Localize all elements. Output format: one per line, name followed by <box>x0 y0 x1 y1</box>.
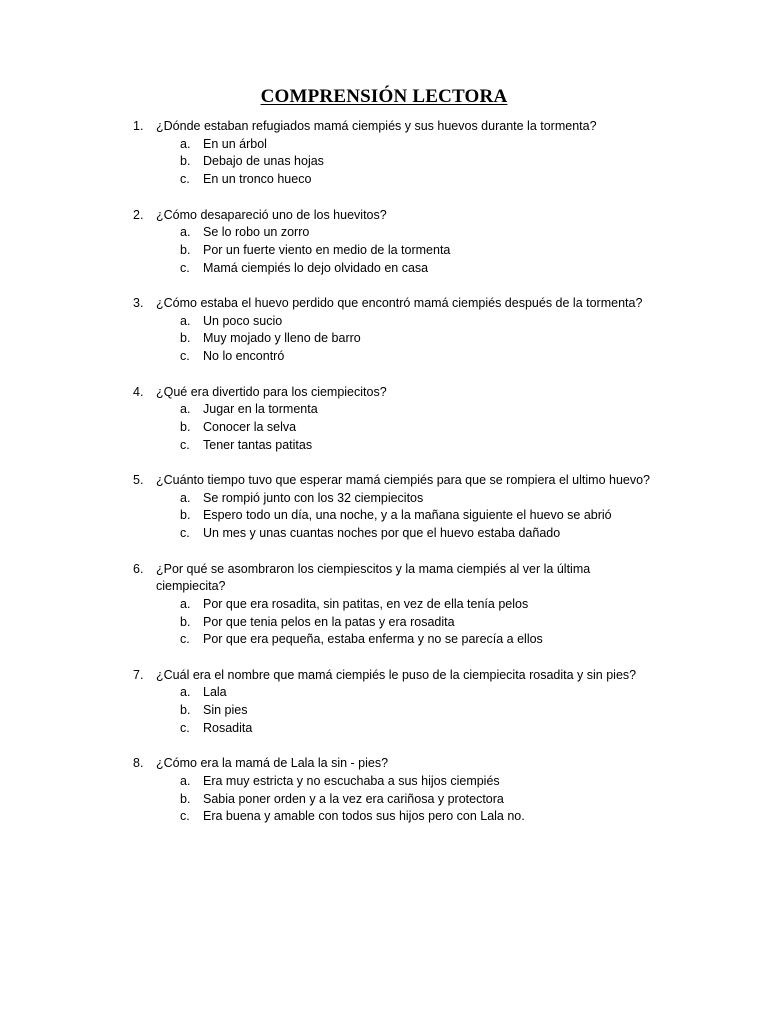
answer-option <box>0 791 768 809</box>
answer-option <box>0 684 768 702</box>
question-line <box>0 118 768 136</box>
option-letter: b. <box>180 242 191 257</box>
option-text: Por que era rosadita, sin patitas, en vez de ella tenía pelos <box>203 596 529 611</box>
option-text: Lala <box>203 685 227 700</box>
option-text: En un tronco hueco <box>203 172 312 187</box>
answer-option <box>0 171 768 189</box>
answer-option <box>0 808 768 826</box>
question-item <box>0 118 768 189</box>
option-text: Un mes y unas cuantas noches por que el huevo estaba dañado <box>203 526 561 541</box>
question-line <box>0 561 768 596</box>
answer-options <box>0 773 768 826</box>
question-item <box>0 384 768 455</box>
page-title: COMPRENSIÓN LECTORA <box>260 86 508 107</box>
option-text: Sin pies <box>203 703 248 718</box>
option-letter: a. <box>180 313 191 328</box>
answer-option <box>0 330 768 348</box>
option-letter: a. <box>180 685 191 700</box>
question-line <box>0 667 768 685</box>
question-text: ¿Cuál era el nombre que mamá ciempiés le puso de la ciempiecita rosadita y sin pies? <box>156 667 637 682</box>
option-letter: c. <box>180 632 190 647</box>
answer-options <box>0 224 768 277</box>
option-text: Mamá ciempiés lo dejo olvidado en casa <box>203 260 429 275</box>
answer-option <box>0 242 768 260</box>
option-letter: b. <box>180 703 191 718</box>
option-letter: c. <box>180 349 190 364</box>
question-text: ¿Por qué se asombraron los ciempiescitos y la mama ciempiés al ver la última ciempiecita? <box>156 561 591 594</box>
question-line <box>0 207 768 225</box>
answer-options <box>0 313 768 366</box>
option-letter: c. <box>180 526 190 541</box>
answer-option <box>0 348 768 366</box>
question-text: ¿Cómo estaba el huevo perdido que encontró mamá ciempiés después de la tormenta? <box>156 296 643 310</box>
question-number: 5. <box>133 473 144 487</box>
option-text: Se lo robo un zorro <box>203 225 310 240</box>
answer-option <box>0 702 768 720</box>
option-text: No lo encontró <box>203 349 285 364</box>
question-number: 3. <box>133 296 144 310</box>
option-text: Espero todo un día, una noche, y a la mañana siguiente el huevo se abrió <box>203 508 612 523</box>
question-number: 8. <box>133 756 144 771</box>
question-list <box>0 118 768 844</box>
option-letter: a. <box>180 773 191 788</box>
option-text: Debajo de unas hojas <box>203 154 324 169</box>
option-text: Se rompió junto con los 32 ciempiecitos <box>203 490 424 505</box>
answer-option <box>0 525 768 543</box>
question-line <box>0 384 768 402</box>
answer-option <box>0 401 768 419</box>
option-letter: c. <box>180 172 190 187</box>
option-letter: a. <box>180 136 191 151</box>
option-text: Por que era pequeña, estaba enferma y no se parecía a ellos <box>203 632 543 647</box>
option-letter: b. <box>180 614 191 629</box>
question-text: ¿Cómo era la mamá de Lala la sin - pies? <box>156 756 389 771</box>
question-number: 1. <box>133 119 144 133</box>
question-item <box>0 667 768 738</box>
question-line <box>0 472 768 490</box>
answer-options <box>0 490 768 543</box>
option-text: Conocer la selva <box>203 419 297 434</box>
question-line <box>0 755 768 773</box>
question-text: ¿Cuánto tiempo tuvo que esperar mamá ciempiés para que se rompiera el ultimo huevo? <box>156 473 651 487</box>
question-text: ¿Qué era divertido para los ciempiecitos? <box>156 384 387 399</box>
option-text: Era buena y amable con todos sus hijos pero con Lala no. <box>203 809 525 824</box>
answer-option <box>0 631 768 649</box>
option-text: Tener tantas patitas <box>203 437 313 452</box>
answer-option <box>0 720 768 738</box>
answer-options <box>0 684 768 737</box>
option-letter: b. <box>180 791 191 806</box>
option-text: Un poco sucio <box>203 313 283 328</box>
option-letter: b. <box>180 154 191 169</box>
option-letter: c. <box>180 437 190 452</box>
answer-options <box>0 401 768 454</box>
question-number: 6. <box>133 561 144 576</box>
option-text: Por un fuerte viento en medio de la tormenta <box>203 242 451 257</box>
option-letter: b. <box>180 419 191 434</box>
answer-option <box>0 260 768 278</box>
option-letter: a. <box>180 225 191 240</box>
answer-option <box>0 490 768 508</box>
option-text: Era muy estricta y no escuchaba a sus hijos ciempiés <box>203 773 500 788</box>
option-text: Rosadita <box>203 720 253 735</box>
question-number: 4. <box>133 384 144 399</box>
question-line <box>0 295 768 313</box>
option-letter: a. <box>180 402 191 417</box>
option-letter: a. <box>180 490 191 505</box>
answer-option <box>0 153 768 171</box>
question-text: ¿Cómo desapareció uno de los huevitos? <box>156 207 387 222</box>
answer-option <box>0 437 768 455</box>
option-text: Jugar en la tormenta <box>203 402 318 417</box>
answer-option <box>0 614 768 632</box>
option-letter: c. <box>180 809 190 824</box>
option-letter: b. <box>180 331 191 346</box>
answer-options <box>0 596 768 649</box>
question-item <box>0 295 768 366</box>
option-text: Sabia poner orden y a la vez era cariñosa y protectora <box>203 791 504 806</box>
question-text: ¿Dónde estaban refugiados mamá ciempiés y sus huevos durante la tormenta? <box>156 119 597 133</box>
answer-option <box>0 507 768 525</box>
answer-option <box>0 419 768 437</box>
option-letter: c. <box>180 720 190 735</box>
question-number: 2. <box>133 207 144 222</box>
option-text: En un árbol <box>203 136 267 151</box>
option-letter: c. <box>180 260 190 275</box>
option-letter: b. <box>180 508 191 523</box>
answer-option <box>0 136 768 154</box>
answer-option <box>0 596 768 614</box>
option-text: Muy mojado y lleno de barro <box>203 331 361 346</box>
option-letter: a. <box>180 596 191 611</box>
answer-option <box>0 313 768 331</box>
answer-option <box>0 773 768 791</box>
question-item <box>0 207 768 278</box>
question-item <box>0 472 768 543</box>
question-item <box>0 755 768 826</box>
question-item <box>0 561 768 650</box>
answer-options <box>0 136 768 189</box>
answer-option <box>0 224 768 242</box>
option-text: Por que tenia pelos en la patas y era rosadita <box>203 614 455 629</box>
question-number: 7. <box>133 667 144 682</box>
